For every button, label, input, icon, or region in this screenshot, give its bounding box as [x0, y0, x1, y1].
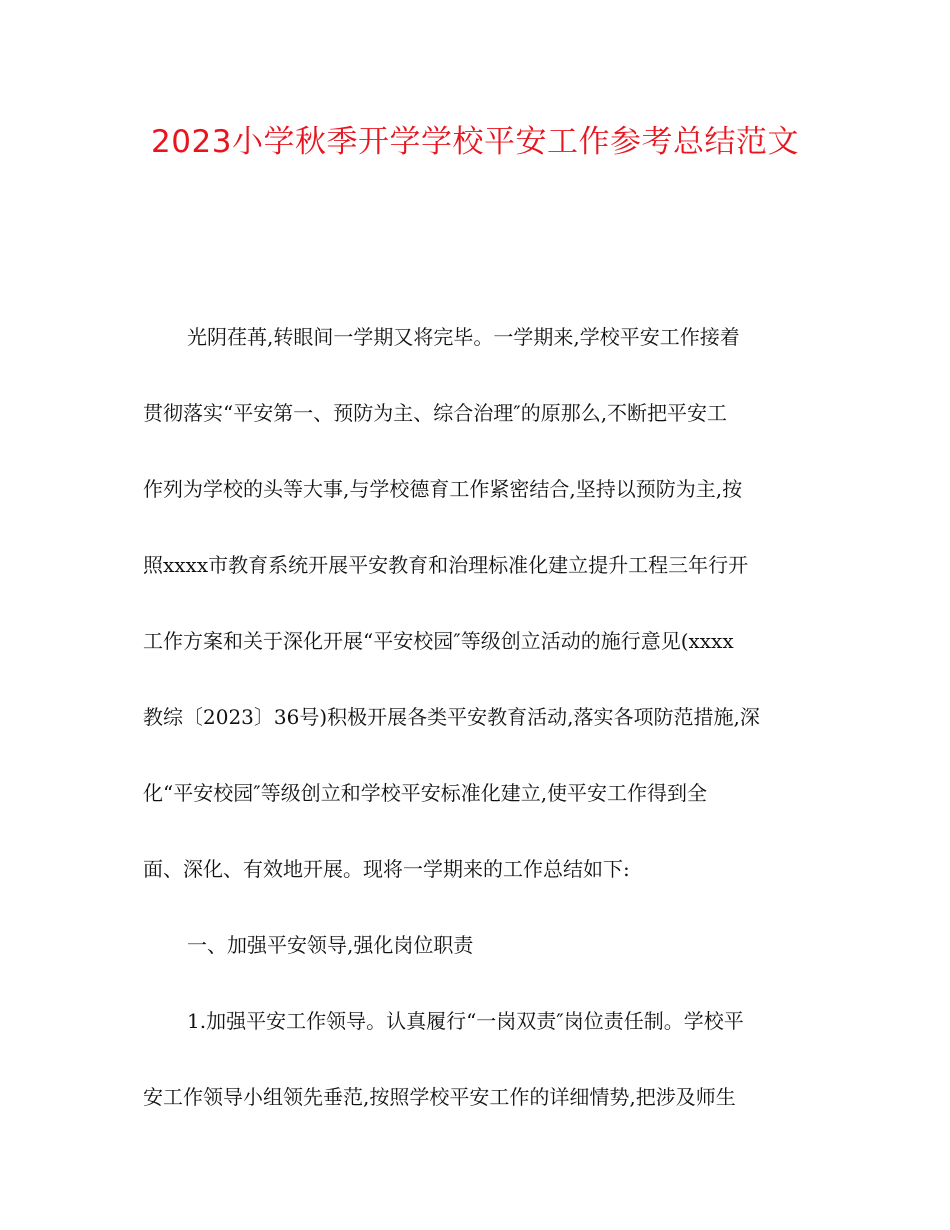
document-title: 2023小学秋季开学学校平安工作参考总结范文: [151, 124, 799, 160]
paragraph-line: 安工作领导小组领先垂范,按照学校平安工作的详细情势,把涉及师生: [143, 1085, 736, 1109]
paragraph-line: 工作方案和关于深化开展“平安校园″等级创立活动的施行意见(xxxx: [143, 629, 734, 653]
paragraph-line: 光阴荏苒,转眼间一学期又将完毕。一学期来,学校平安工作接着: [187, 325, 740, 349]
paragraph-line: 贯彻落实“平安第一、预防为主、综合治理″的原那么,不断把平安工: [143, 401, 728, 425]
paragraph-line: 1.加强平安工作领导。认真履行“一岗双责″岗位责任制。学校平: [187, 1009, 744, 1033]
paragraph-line: 照xxxx市教育系统开展平安教育和治理标准化建立提升工程三年行开: [143, 553, 749, 577]
paragraph-line: 面、深化、有效地开展。现将一学期来的工作总结如下:: [143, 857, 630, 881]
paragraph-line: 教综〔2023〕36号)积极开展各类平安教育活动,落实各项防范措施,深: [143, 705, 760, 729]
section-heading: 一、加强平安领导,强化岗位职责: [187, 933, 474, 957]
paragraph-line: 化“平安校园″等级创立和学校平安标准化建立,使平安工作得到全: [143, 781, 708, 805]
paragraph-line: 作列为学校的头等大事,与学校德育工作紧密结合,坚持以预防为主,按: [143, 477, 743, 501]
